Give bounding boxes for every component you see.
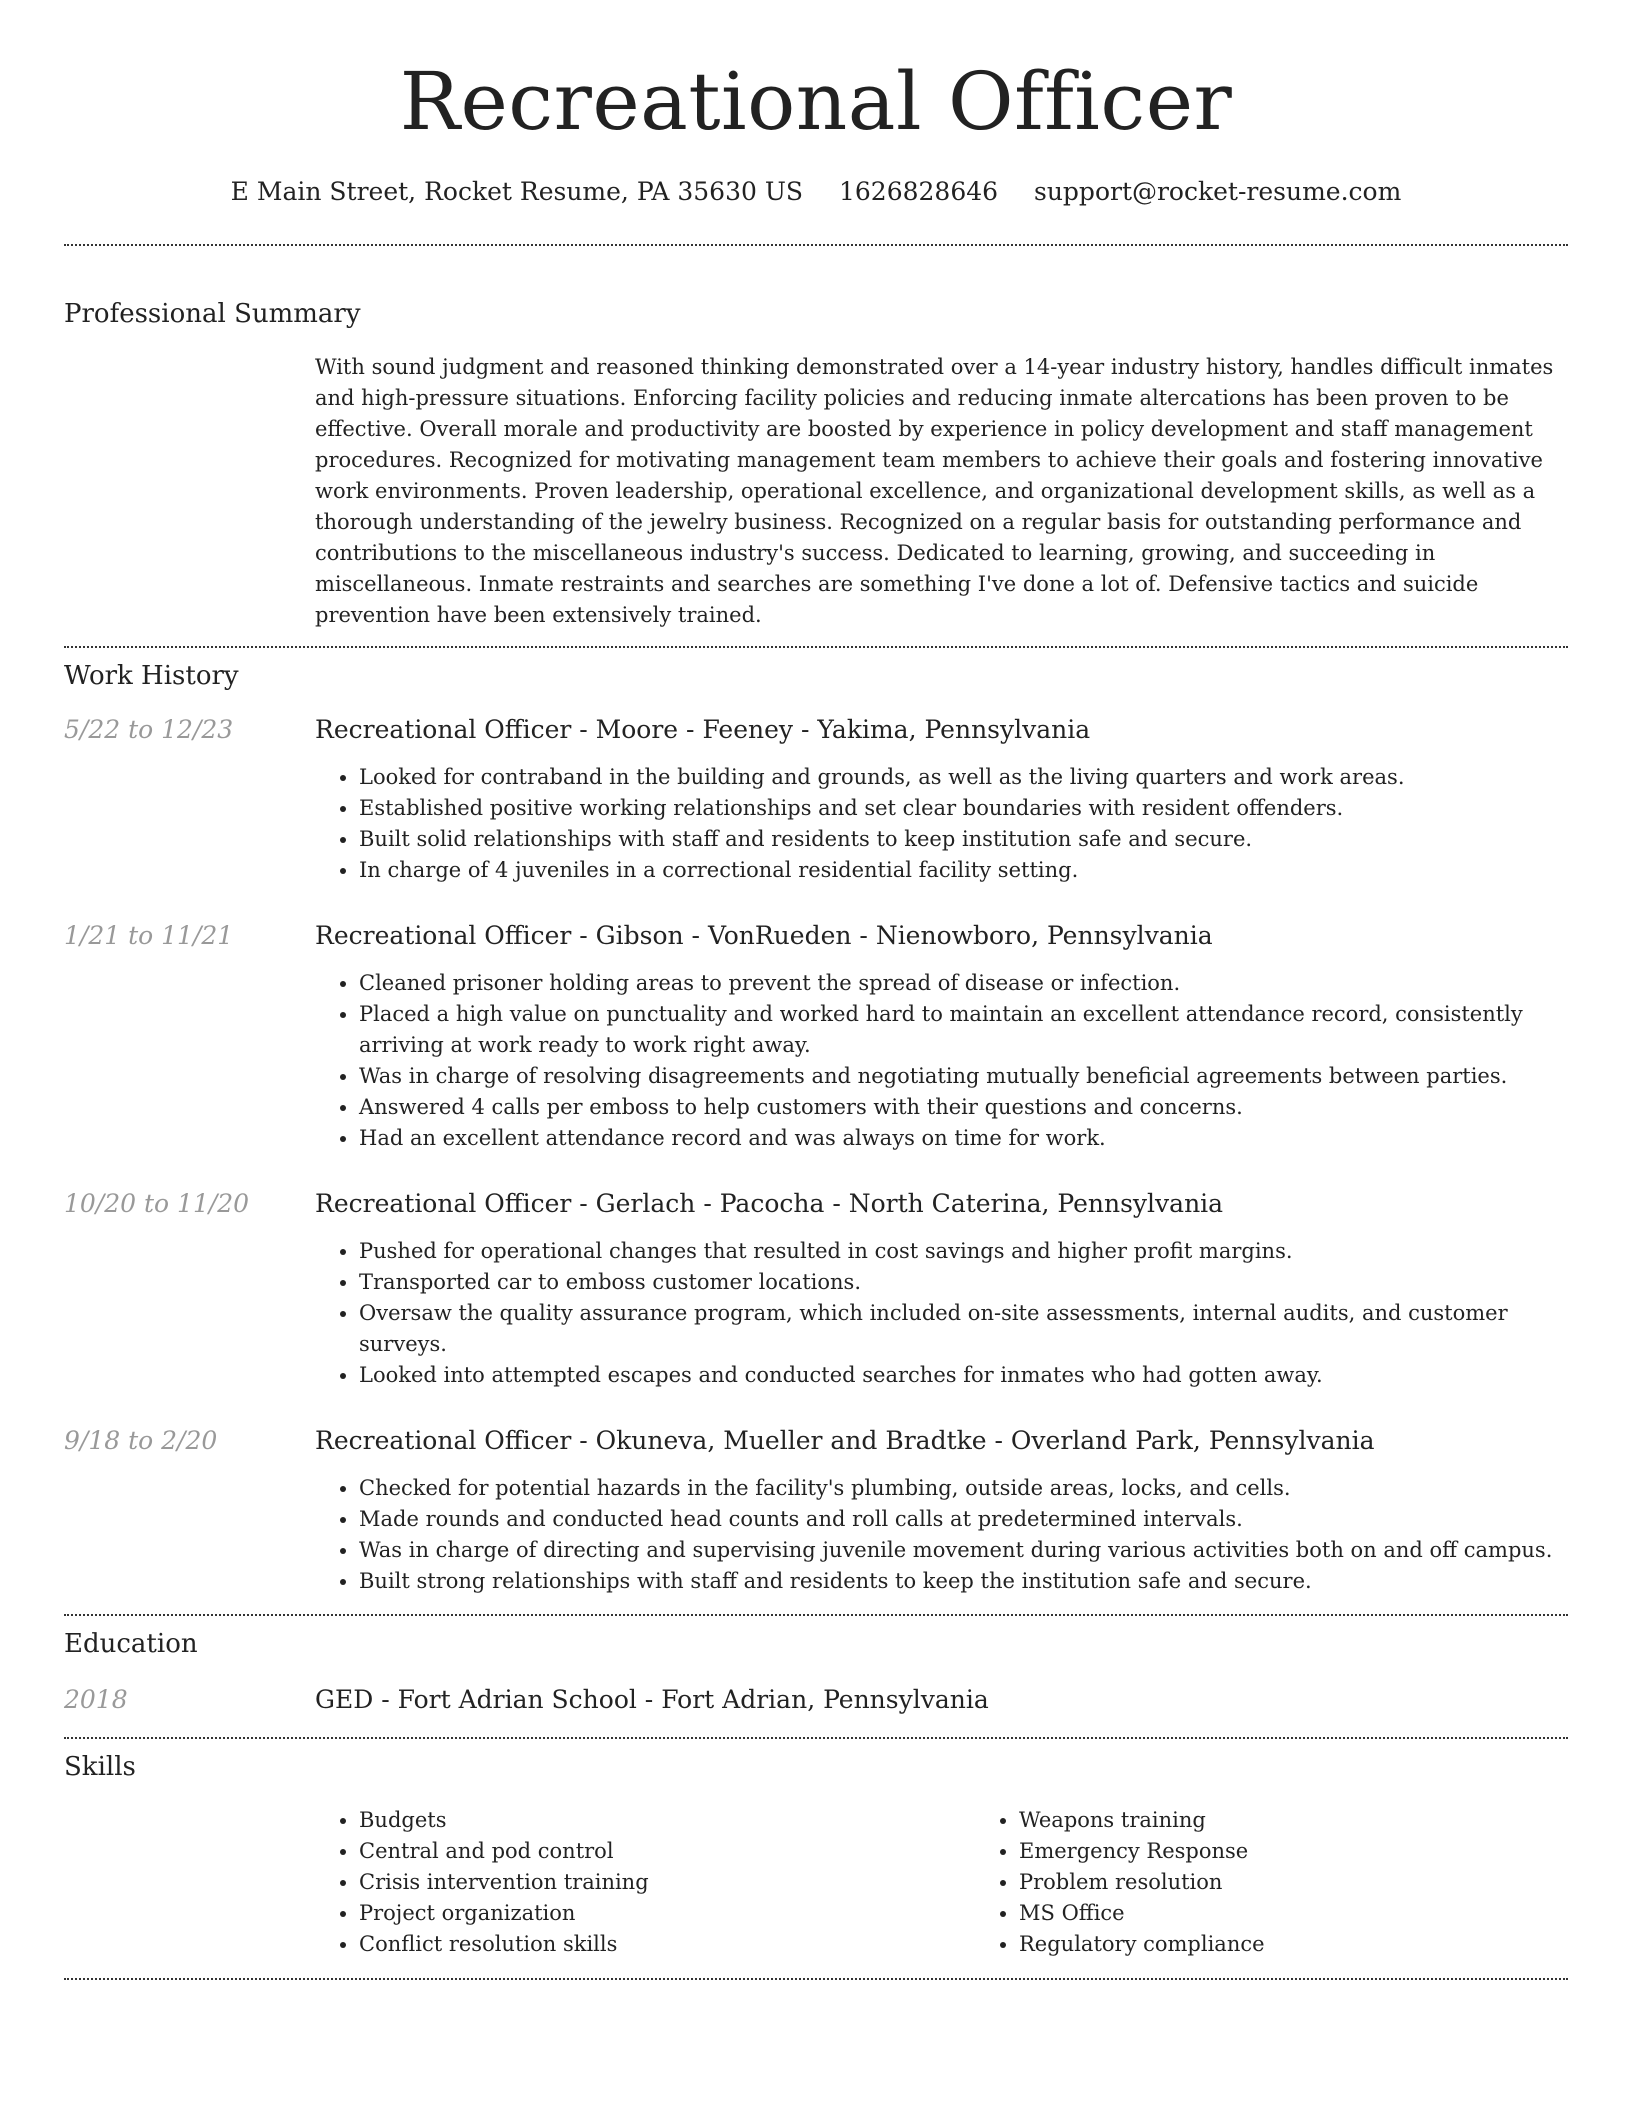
job-bullet: • Checked for potential hazards in the facility's plumbing, outside areas, locks, and cells. (359, 1473, 1568, 1504)
skill-item: • MS Office (1019, 1898, 1632, 1929)
job-bullets (315, 1473, 1568, 1597)
contact-address: E Main Street, Rocket Resume, PA 35630 US (230, 177, 804, 206)
job-bullet: • Transported car to emboss customer locations. (359, 1267, 1568, 1298)
job-entry (64, 1188, 1568, 1391)
skills-grid (315, 1805, 1632, 1960)
job-bullet: • Answered 4 calls per emboss to help customers with their questions and concerns. (359, 1092, 1568, 1123)
section-title-summary: Professional Summary (64, 299, 361, 329)
job-bullet: • Had an excellent attendance record and was always on time for work. (359, 1123, 1568, 1154)
education-degree: GED - Fort Adrian School - Fort Adrian, Pennsylvania (315, 1685, 989, 1714)
job-bullet: • Pushed for operational changes that resulted in cost savings and higher profit margins. (359, 1236, 1568, 1267)
skills-list-left (315, 1805, 975, 1960)
job-body (315, 920, 1568, 1154)
job-bullet: • In charge of 4 juveniles in a correctional residential facility setting. (359, 855, 1568, 886)
job-bullets (315, 968, 1568, 1154)
job-title: Recreational Officer - Gibson - VonRueden - Nienowboro, Pennsylvania (315, 921, 1213, 950)
contact-line (64, 176, 1568, 208)
job-bullet: • Looked into attempted escapes and conducted searches for inmates who had gotten away. (359, 1360, 1568, 1391)
job-dates: 10/20 to 11/20 (64, 1189, 250, 1218)
section-divider (64, 1737, 1568, 1739)
job-bullet: • Made rounds and conducted head counts and roll calls at predetermined intervals. (359, 1504, 1568, 1535)
job-bullet: • Was in charge of directing and supervising juvenile movement during various activities both on and off campus. (359, 1535, 1568, 1566)
job-bullet: • Looked for contraband in the building and grounds, as well as the living quarters and work areas. (359, 762, 1568, 793)
job-body (315, 714, 1568, 886)
job-title: Recreational Officer - Gerlach - Pacocha - North Caterina, Pennsylvania (315, 1189, 1224, 1218)
skill-item: • Conflict resolution skills (359, 1929, 975, 1960)
contact-email: support@rocket-resume.com (1034, 177, 1402, 206)
professional-summary-section (64, 298, 1568, 631)
job-bullet: • Cleaned prisoner holding areas to prevent the spread of disease or infection. (359, 968, 1568, 999)
job-bullets (315, 1236, 1568, 1391)
job-entry (64, 1425, 1568, 1597)
job-dates: 9/18 to 2/20 (64, 1426, 218, 1455)
summary-row (64, 352, 1568, 631)
job-bullets (315, 762, 1568, 886)
job-bullet: • Placed a high value on punctuality and worked hard to maintain an excellent attendance record, consistently arriving at work ready to work right away. (359, 999, 1568, 1061)
job-bullet: • Established positive working relationships and set clear boundaries with resident offenders. (359, 793, 1568, 824)
job-entry (64, 714, 1568, 886)
summary-body (315, 352, 1568, 631)
section-divider (64, 646, 1568, 648)
resume-name: Recreational Officer (399, 55, 1233, 148)
job-body (315, 1425, 1568, 1597)
education-entry (64, 1684, 1568, 1716)
job-title: Recreational Officer - Okuneva, Mueller and Bradtke - Overland Park, Pennsylvania (315, 1426, 1375, 1455)
skills-row (64, 1805, 1568, 1960)
contact-phone: 1626828646 (838, 177, 999, 206)
education-section (64, 1628, 1568, 1716)
summary-text: With sound judgment and reasoned thinking demonstrated over a 14-year industry history, handles difficult inmates and high-pressure situations. Enforcing facility policies and reducing inmate altercations has been proven to be effective. Overall morale and productivity are boosted by experience in policy development and staff management procedures. Recognized for motivating management team members to achieve their goals and fostering innovative work environments. Proven leadership, operational excellence, and organizational development skills, as well as a thorough understanding of the jewelry business. Recognized on a regular basis for outstanding performance and contributions to the miscellaneous industry's success. Dedicated to learning, growing, and succeeding in miscellaneous. Inmate restraints and searches are something I've done a lot of. Defensive tactics and suicide prevention have been extensively trained. (315, 355, 1554, 627)
section-title-skills: Skills (64, 1752, 136, 1782)
job-body (315, 1188, 1568, 1391)
job-bullet: • Was in charge of resolving disagreements and negotiating mutually beneficial agreements between parties. (359, 1061, 1568, 1092)
skill-item: • Emergency Response (1019, 1836, 1632, 1867)
job-bullet: • Oversaw the quality assurance program, which included on-site assessments, internal audits, and customer surveys. (359, 1298, 1568, 1360)
section-divider (64, 1978, 1568, 1980)
skill-item: • Project organization (359, 1898, 975, 1929)
section-title-work: Work History (64, 661, 239, 691)
skill-item: • Problem resolution (1019, 1867, 1632, 1898)
job-bullet: • Built solid relationships with staff and residents to keep institution safe and secure. (359, 824, 1568, 855)
section-divider (64, 1614, 1568, 1616)
job-bullet: • Built strong relationships with staff and residents to keep the institution safe and secure. (359, 1566, 1568, 1597)
skill-item: • Regulatory compliance (1019, 1929, 1632, 1960)
job-dates: 5/22 to 12/23 (64, 715, 234, 744)
skill-item: • Central and pod control (359, 1836, 975, 1867)
skill-item: • Weapons training (1019, 1805, 1632, 1836)
job-entry (64, 920, 1568, 1154)
section-divider (64, 244, 1568, 246)
skill-item: • Budgets (359, 1805, 975, 1836)
section-title-education: Education (64, 1629, 198, 1659)
education-year: 2018 (64, 1685, 128, 1714)
job-list (64, 714, 1568, 1597)
skill-item: • Crisis intervention training (359, 1867, 975, 1898)
skills-list-right (975, 1805, 1632, 1960)
skills-section (64, 1751, 1568, 1960)
job-dates: 1/21 to 11/21 (64, 921, 234, 950)
job-title: Recreational Officer - Moore - Feeney - Yakima, Pennsylvania (315, 715, 1091, 744)
work-history-section (64, 660, 1568, 1597)
